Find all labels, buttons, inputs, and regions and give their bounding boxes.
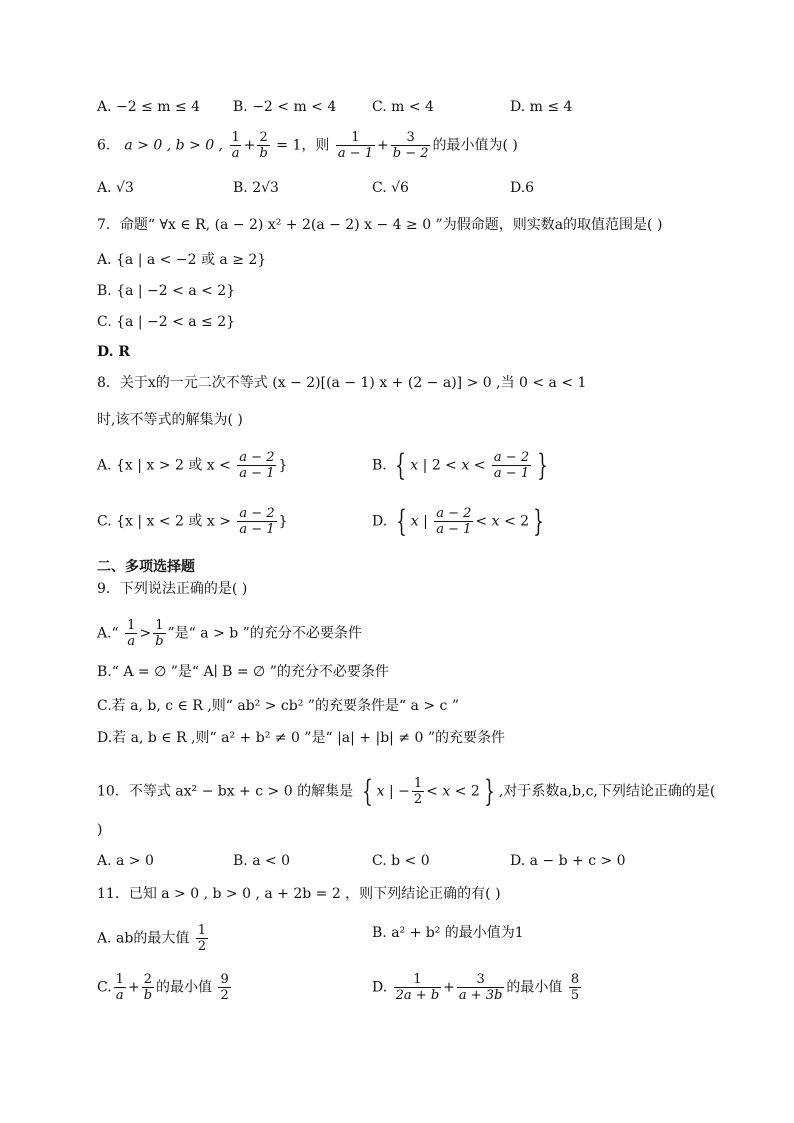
q9-a-frac-1a: $\frac{1}{a}$ (127, 618, 136, 649)
q8-d-frac-den: a − 1 (436, 522, 472, 537)
q11-option-d: D. $\frac{1}{2a + b}$ + $\frac{3}{a + 3b}$ 的最小值 $\frac{8}{5}$ (372, 972, 580, 1003)
q8-option-a: A. {x | x > 2 或 x < $\frac{a - 2}{a - 1}$ } (97, 450, 288, 481)
q11-d-frac-3: $\frac{3}{a + 3b}$ (458, 972, 503, 1003)
q11-a-frac-half: $\frac{1}{2}$ (197, 923, 207, 954)
q6-option-c: C. √6 (372, 180, 409, 196)
q8-a-prefix: A. {x | x > 2 或 x < (97, 457, 231, 474)
q9-option-b: B.“ A = ∅ ”是“ A∣ B = ∅ ”的充分不必要条件 (97, 664, 389, 680)
q8-b-frac-num: a − 2 (493, 450, 530, 465)
q11-d-frac-1: $\frac{1}{2a + b}$ (395, 972, 440, 1003)
section-title-multiple-choice: 二、多项选择题 (97, 559, 195, 575)
q6-frac-1-a1: $\frac{1}{a - 1}$ (337, 130, 373, 161)
q5-option-b: B. −2 < m < 4 (233, 99, 337, 115)
q9-option-c: C.若 a, b, c ∈ R ,则“ ab² > cb² ”的充要条件是“ a > c ” (97, 698, 459, 714)
q8-d-fraction (434, 506, 473, 537)
q6-frac-3-b2: $\frac{3}{b - 2}$ (392, 130, 429, 161)
q11-option-a (97, 923, 210, 954)
q8-b-fraction (492, 450, 531, 481)
q9-a-frac-1b: $\frac{1}{b}$ (155, 618, 164, 649)
q8-a-frac-den: a − 1 (239, 466, 275, 481)
q9-option-a: A.“ $\frac{1}{a}$ > $\frac{1}{b}$ ”是“ a > b ”的充分不必要条件 (97, 618, 362, 649)
q6-tail: 的最小值为( ) (432, 137, 518, 154)
q8-d-frac-num: a − 2 (436, 506, 472, 521)
q9-a-suffix: ”是“ a > b ”的充分不必要条件 (167, 625, 362, 642)
question-9: 9．下列说法正确的是( ) (97, 581, 248, 597)
q6-condition: a > 0 , b > 0 , (124, 137, 224, 154)
q8-option-c: C. {x | x < 2 或 x > $\frac{a - 2}{a - 1}$ } (97, 506, 288, 537)
q11-c-frac-9-2: $\frac{9}{2}$ (220, 972, 229, 1003)
q11-a-prefix: A. ab的最大值 (97, 930, 190, 947)
question-10: 10．不等式 ax² − bx + c > 0 的解集是 { x | − $\frac{1}{2}$ < x < 2 } ,对于系数a,b,c,下列结论正确的是( (97, 773, 716, 809)
q5-option-c: C. m < 4 (372, 99, 434, 115)
q11-d-prefix: D. (372, 979, 388, 996)
q8-b-frac-den: a − 1 (493, 466, 530, 481)
q10-option-a: A. a > 0 (97, 853, 154, 869)
q10-stem-prefix: 10．不等式 ax² − bx + c > 0 的解集是 (97, 783, 354, 800)
q6-number: 6． (97, 137, 120, 154)
q9-option-d: D.若 a, b ∈ R ,则“ a² + b² ≠ 0 ”是“ |a| + |b| ≠ 0 ”的充要条件 (97, 730, 506, 746)
q8-option-d: D. { x | $\frac{a - 2}{a - 1}$ < x < 2 } (372, 503, 544, 539)
q10-option-c: C. b < 0 (372, 853, 430, 869)
q7-option-c: C. {a | −2 < a ≤ 2} (97, 314, 236, 330)
q8-a-fraction (237, 450, 276, 481)
q10-option-b: B. a < 0 (233, 853, 291, 869)
q6-equation: = 1，则 (276, 137, 330, 154)
q6-option-d: D.6 (510, 180, 535, 196)
q11-option-c: C. $\frac{1}{a}$ + $\frac{2}{b}$ 的最小值 $\frac{9}{2}$ (97, 972, 229, 1003)
q8-c-frac-den: a − 1 (239, 522, 275, 537)
q10-stem-suffix: ,对于系数a,b,c,下列结论正确的是( (498, 783, 716, 800)
question-7: 7．命题“ ∀x ∈ R, (a − 2) x² + 2(a − 2) x − 4 ≥ 0 ”为假命题，则实数a的取值范围是( ) (97, 217, 663, 233)
q8-b-prefix: B. (372, 457, 387, 474)
question-10-cont: ) (97, 822, 103, 838)
question-8: 8．关于x的一元二次不等式 (x − 2)[(a − 1) x + (2 − a)] > 0 ,当 0 < a < 1 (97, 375, 587, 391)
q6-frac-1-a: $\frac{1}{a}$ (231, 130, 240, 161)
q8-c-frac-num: a − 2 (239, 506, 275, 521)
q8-a-frac-num: a − 2 (239, 450, 275, 465)
question-8-cont: 时,该不等式的解集为( ) (97, 412, 243, 428)
q7-option-a: A. {a | a < −2 或 a ≥ 2} (97, 252, 267, 268)
q11-d-frac-8-5: $\frac{8}{5}$ (570, 972, 580, 1003)
q9-a-prefix: A.“ (97, 625, 119, 642)
q8-d-prefix: D. (372, 513, 388, 530)
question-11: 11．已知 a > 0 , b > 0 , a + 2b = 2 ，则下列结论正确的有( ) (97, 886, 501, 902)
q11-d-text: 的最小值 (506, 979, 563, 996)
q5-option-a: A. −2 ≤ m ≤ 4 (97, 99, 201, 115)
q6-option-a: A. √3 (97, 180, 134, 196)
question-6: 6． a > 0 , b > 0 , $\frac{1}{a}$ + $\frac{2}{b}$ = 1，则 $\frac{1}{a - 1}$ + $\frac{3}{b - 2}$ 的最小值为( ) (97, 130, 518, 161)
q8-c-prefix: C. {x | x < 2 或 x > (97, 513, 231, 530)
q11-c-frac-1a: $\frac{1}{a}$ (115, 972, 124, 1003)
q6-frac-2-b: $\frac{2}{b}$ (259, 130, 268, 161)
q11-option-b: B. a² + b² 的最小值为1 (372, 925, 524, 941)
q10-frac-half: $\frac{1}{2}$ (413, 776, 423, 807)
q7-option-b: B. {a | −2 < a < 2} (97, 283, 236, 299)
q5-option-d: D. m ≤ 4 (510, 99, 573, 115)
q7-option-d: D. R (97, 344, 131, 360)
q8-option-b: B. { x | 2 < x < $\frac{a - 2}{a - 1}$ } (372, 447, 548, 483)
q11-c-text: 的最小值 (156, 979, 213, 996)
q8-c-fraction (237, 506, 276, 537)
q11-c-frac-2b: $\frac{2}{b}$ (143, 972, 153, 1003)
q10-option-d: D. a − b + c > 0 (510, 853, 626, 869)
q6-option-b: B. 2√3 (233, 180, 279, 196)
